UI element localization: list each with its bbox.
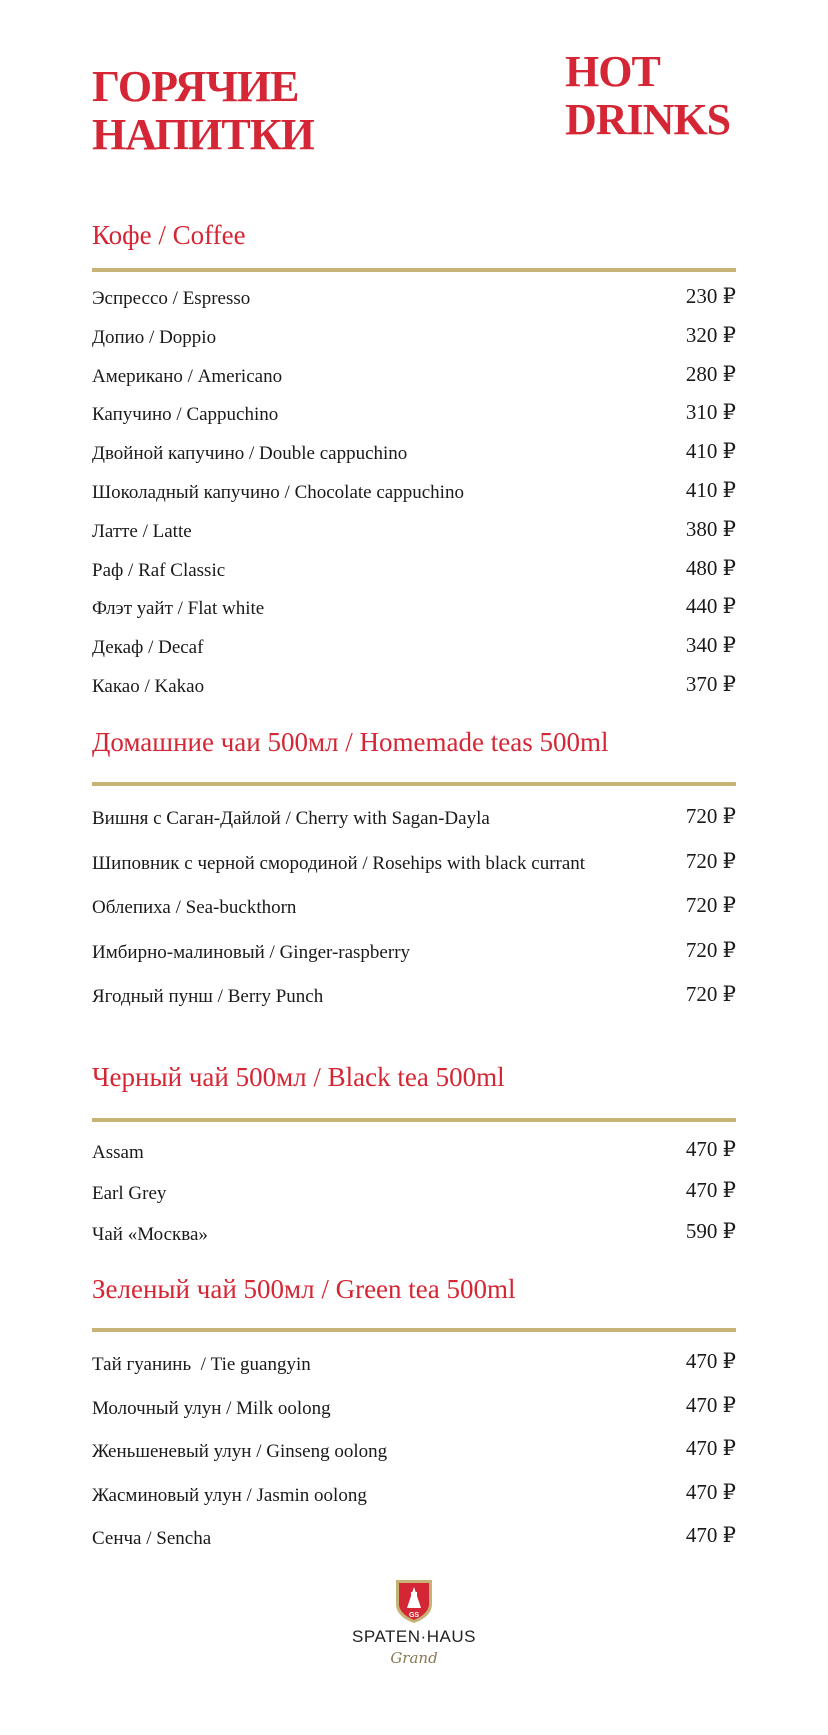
item-name: Латте / Latte xyxy=(92,520,192,542)
item-name: Ягодный пунш / Berry Punch xyxy=(92,986,324,1007)
section-divider xyxy=(92,1328,736,1332)
item-price: 340 ₽ xyxy=(685,633,736,658)
brand-name: SPATEN·HAUS xyxy=(352,1627,476,1646)
item-price: 470 ₽ xyxy=(685,1523,736,1547)
section-heading: Кофе / Coffee xyxy=(92,220,246,250)
brand-subtitle: Grand xyxy=(390,1649,438,1667)
menu-item xyxy=(92,931,736,976)
menu-item xyxy=(92,319,736,358)
menu-item xyxy=(92,1387,736,1431)
item-name: Молочный улун / Milk oolong xyxy=(92,1397,331,1419)
item-price: 280 ₽ xyxy=(685,361,736,386)
item-name: Earl Grey xyxy=(92,1183,167,1204)
item-price: 470 ₽ xyxy=(685,1137,736,1161)
section-black-tea xyxy=(92,1060,736,1255)
item-name: Капучино / Cappuchino xyxy=(92,404,279,426)
item-price: 410 ₽ xyxy=(685,439,736,464)
title-ru-line-1: ГОРЯЧИЕ xyxy=(92,62,299,111)
section-heading: Зеленый чай 500мл / Green tea 500ml xyxy=(92,1274,516,1304)
menu-item xyxy=(92,1430,736,1474)
item-price: 480 ₽ xyxy=(685,555,736,580)
item-name: Чай «Москва» xyxy=(92,1224,208,1245)
brand-logo xyxy=(0,1578,828,1667)
item-price: 380 ₽ xyxy=(685,516,736,541)
item-price: 310 ₽ xyxy=(685,400,736,425)
menu-item xyxy=(92,513,736,552)
item-price: 720 ₽ xyxy=(685,893,736,917)
menu-item xyxy=(92,280,736,319)
item-price: 470 ₽ xyxy=(685,1436,736,1460)
item-name: Раф / Raf Classic xyxy=(92,559,226,581)
title-en-line-2: DRINKS xyxy=(565,95,731,144)
menu-item xyxy=(92,886,736,931)
item-price: 720 ₽ xyxy=(685,982,736,1006)
menu-item xyxy=(92,358,736,397)
menu-item xyxy=(92,1132,736,1173)
section-green-tea xyxy=(92,1272,736,1561)
section-divider xyxy=(92,1118,736,1122)
menu-item xyxy=(92,797,736,842)
menu-item xyxy=(92,435,736,474)
item-price: 470 ₽ xyxy=(685,1479,736,1504)
menu-item xyxy=(92,842,736,887)
item-price: 230 ₽ xyxy=(685,284,736,308)
menu-item xyxy=(92,552,736,591)
menu-item xyxy=(92,1517,736,1561)
title-en-line-1: HOT xyxy=(565,47,660,96)
shield-emblem-icon xyxy=(394,1578,434,1624)
item-price: 440 ₽ xyxy=(685,594,736,619)
item-name: Шиповник с черной смородиной / Rosehips with black currant xyxy=(92,852,586,874)
menu-item xyxy=(92,1214,736,1255)
menu-item xyxy=(92,668,736,707)
item-name: Декаф / Decaf xyxy=(92,637,204,659)
page-title-en xyxy=(565,48,730,144)
item-price: 720 ₽ xyxy=(685,804,736,828)
item-name: Тай гуанинь / Tie guangyin xyxy=(92,1354,311,1375)
item-name: Американо / Americano xyxy=(92,365,283,387)
menu-item xyxy=(92,975,736,1020)
menu-item xyxy=(92,1343,736,1387)
item-name: Имбирно-малиновый / Ginger-raspberry xyxy=(92,941,411,963)
title-ru-line-2: НАПИТКИ xyxy=(92,110,314,159)
item-name: Эспрессо / Espresso xyxy=(92,288,251,309)
item-price: 720 ₽ xyxy=(685,848,736,873)
menu-item xyxy=(92,590,736,629)
menu-item xyxy=(92,629,736,668)
item-name: Assam xyxy=(92,1142,144,1163)
item-price: 590 ₽ xyxy=(685,1219,736,1243)
section-heading: Черный чай 500мл / Black tea 500ml xyxy=(92,1062,505,1092)
item-price: 470 ₽ xyxy=(685,1349,736,1373)
section-divider xyxy=(92,782,736,786)
item-name: Флэт уайт / Flat white xyxy=(92,598,265,620)
section-coffee xyxy=(92,218,736,707)
menu-item xyxy=(92,1474,736,1518)
item-name: Женьшеневый улун / Ginseng oolong xyxy=(92,1441,388,1462)
item-name: Шоколадный капучино / Chocolate cappuchino xyxy=(92,481,464,503)
page-title-ru xyxy=(92,63,314,159)
item-name: Двойной капучино / Double cappuchino xyxy=(92,443,408,465)
section-divider xyxy=(92,268,736,272)
item-name: Жасминовый улун / Jasmin oolong xyxy=(92,1484,367,1506)
item-name: Допио / Doppio xyxy=(92,326,217,348)
item-name: Какао / Kakao xyxy=(92,675,205,697)
item-price: 320 ₽ xyxy=(685,322,736,347)
item-name: Вишня с Саган-Дайлой / Cherry with Sagan-Dayla xyxy=(92,808,490,829)
menu-item xyxy=(92,474,736,513)
item-price: 470 ₽ xyxy=(685,1392,736,1417)
menu-item xyxy=(92,1173,736,1214)
section-homemade-teas xyxy=(92,725,736,1020)
item-price: 720 ₽ xyxy=(685,937,736,962)
item-price: 470 ₽ xyxy=(685,1178,736,1202)
item-price: 370 ₽ xyxy=(685,671,736,696)
emblem-letters: GS xyxy=(408,1612,420,1619)
item-name: Сенча / Sencha xyxy=(92,1528,212,1549)
item-price: 410 ₽ xyxy=(685,477,736,502)
item-name: Облепиха / Sea-buckthorn xyxy=(92,897,297,918)
menu-item xyxy=(92,396,736,435)
section-heading: Домашние чаи 500мл / Homemade teas 500ml xyxy=(92,727,609,757)
